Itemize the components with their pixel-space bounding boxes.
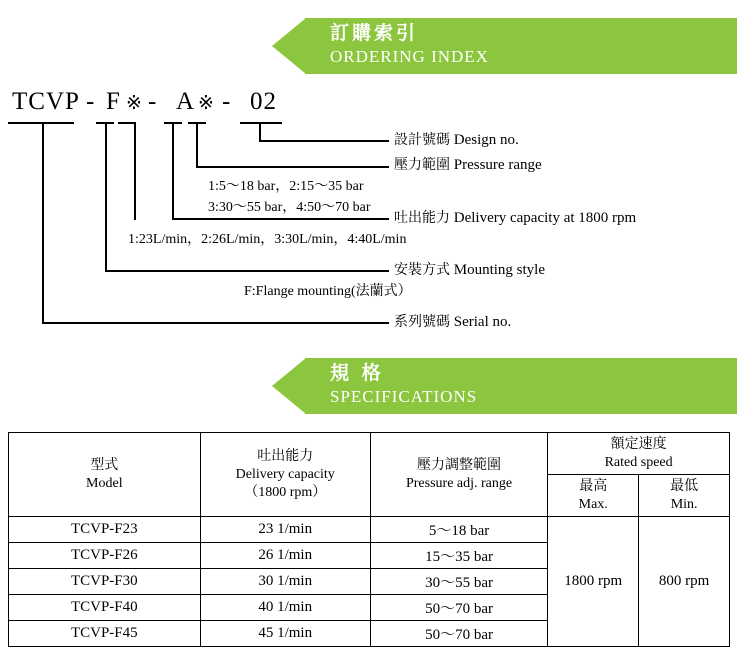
annotation-pressure-range-en: Pressure range — [453, 157, 542, 173]
annotation-mounting-style-cn: 安裝方式 — [394, 262, 450, 278]
cell-capacity: 26 1/min — [200, 543, 370, 569]
annotation-pressure-range-cn: 壓力範圍 — [394, 157, 450, 173]
cell-model: TCVP-F45 — [9, 621, 201, 647]
leader-capacity-vertical — [172, 122, 174, 220]
specs-banner-titles — [330, 360, 477, 408]
annotation-design-no-cn: 設計號碼 — [394, 132, 450, 148]
header-pressure-en: Pressure adj. range — [405, 476, 513, 491]
annotation-pressure-range-sub2: 3:30〜55 bar，4:50〜70 bar — [208, 200, 371, 215]
leader-serial-horizontal — [42, 322, 389, 324]
code-mounting: F — [106, 88, 121, 115]
header-speed-min-en: Min. — [670, 497, 698, 512]
annotation-design-no — [394, 130, 519, 151]
banner-title-cn: 訂購索引 — [330, 22, 419, 44]
annotation-mounting-style-sub1: F:Flange mounting(法蘭式） — [244, 284, 412, 299]
header-speed-max-cn: 最高 — [579, 478, 608, 494]
code-star-2: ※ — [198, 93, 215, 114]
annotation-mounting-style-en: Mounting style — [453, 262, 546, 278]
code-underline-series — [8, 122, 74, 124]
code-dash-2: - — [148, 88, 158, 115]
code-design: 02 — [250, 88, 277, 115]
cell-pressure: 50〜70 bar — [370, 595, 547, 621]
header-speed-max — [548, 475, 639, 517]
specs-banner-title-en: SPECIFICATIONS — [330, 387, 478, 406]
annotation-delivery-capacity — [128, 208, 637, 250]
header-capacity — [200, 433, 370, 517]
specifications-table — [8, 432, 730, 647]
code-dash-1: - — [86, 88, 96, 115]
ordering-index-banner — [0, 18, 737, 74]
cell-capacity: 23 1/min — [200, 517, 370, 543]
code-series: TCVP — [12, 88, 80, 115]
leader-capacity-horizontal — [172, 218, 389, 220]
code-capacity: A — [176, 88, 196, 115]
header-capacity-en2: （1800 rpm） — [244, 485, 327, 500]
cell-model: TCVP-F26 — [9, 543, 201, 569]
annotation-delivery-capacity-en: Delivery capacity at 1800 rpm — [453, 210, 637, 226]
cell-capacity: 30 1/min — [200, 569, 370, 595]
leader-pressure-vertical — [196, 122, 198, 168]
table-header-row — [9, 433, 730, 475]
cell-pressure: 15〜35 bar — [370, 543, 547, 569]
header-speed-max-en: Max. — [578, 497, 608, 512]
specs-banner-arrow-icon — [272, 358, 306, 414]
leader-pressure-horizontal — [196, 166, 389, 168]
header-capacity-cn: 吐出能力 — [257, 448, 314, 464]
cell-speed-max: 1800 rpm — [548, 517, 639, 647]
header-pressure-cn: 壓力調整範圍 — [417, 457, 502, 473]
header-speed-min-cn: 最低 — [670, 478, 699, 494]
cell-model: TCVP-F40 — [9, 595, 201, 621]
annotation-serial-no — [394, 312, 511, 333]
annotation-pressure-range-sub1: 1:5〜18 bar，2:15〜35 bar — [208, 179, 364, 194]
cell-capacity: 40 1/min — [200, 595, 370, 621]
annotation-delivery-capacity-sub1: 1:23L/min，2:26L/min，3:30L/min，4:40L/min — [128, 232, 407, 247]
header-pressure — [370, 433, 547, 517]
header-speed-cn: 額定速度 — [610, 436, 667, 452]
header-model-en: Model — [86, 476, 123, 491]
annotation-design-no-en: Design no. — [453, 132, 519, 148]
leader-design-vertical — [259, 122, 261, 142]
banner-arrow-icon — [272, 18, 306, 74]
annotation-serial-no-cn: 系列號碼 — [394, 314, 450, 330]
header-speed-min — [639, 475, 730, 517]
cell-model: TCVP-F23 — [9, 517, 201, 543]
leader-serial-vertical — [42, 122, 44, 324]
header-speed-en: Rated speed — [604, 455, 673, 470]
header-speed — [548, 433, 730, 475]
banner-titles — [330, 20, 489, 68]
code-underline-design — [240, 122, 282, 124]
header-model-cn: 型式 — [90, 457, 119, 473]
leader-mounting-vertical — [105, 122, 107, 272]
cell-pressure: 5〜18 bar — [370, 517, 547, 543]
cell-speed-min: 800 rpm — [639, 517, 730, 647]
cell-capacity: 45 1/min — [200, 621, 370, 647]
specifications-banner — [0, 358, 737, 414]
leader-mounting-vertical-2 — [134, 122, 136, 220]
banner-title-en: ORDERING INDEX — [330, 47, 489, 66]
table-row — [9, 517, 730, 543]
header-model — [9, 433, 201, 517]
code-star-1: ※ — [126, 93, 143, 114]
annotation-mounting-style — [244, 260, 546, 302]
code-dash-3: - — [222, 88, 232, 115]
cell-model: TCVP-F30 — [9, 569, 201, 595]
specs-banner-title-cn: 規 格 — [330, 362, 384, 384]
cell-pressure: 50〜70 bar — [370, 621, 547, 647]
annotation-serial-no-en: Serial no. — [453, 314, 512, 330]
ordering-code — [8, 88, 308, 122]
annotation-delivery-capacity-cn: 吐出能力 — [394, 210, 450, 226]
cell-pressure: 30〜55 bar — [370, 569, 547, 595]
header-capacity-en: Delivery capacity — [235, 467, 335, 482]
leader-design-horizontal — [259, 140, 389, 142]
leader-mounting-horizontal — [105, 270, 389, 272]
